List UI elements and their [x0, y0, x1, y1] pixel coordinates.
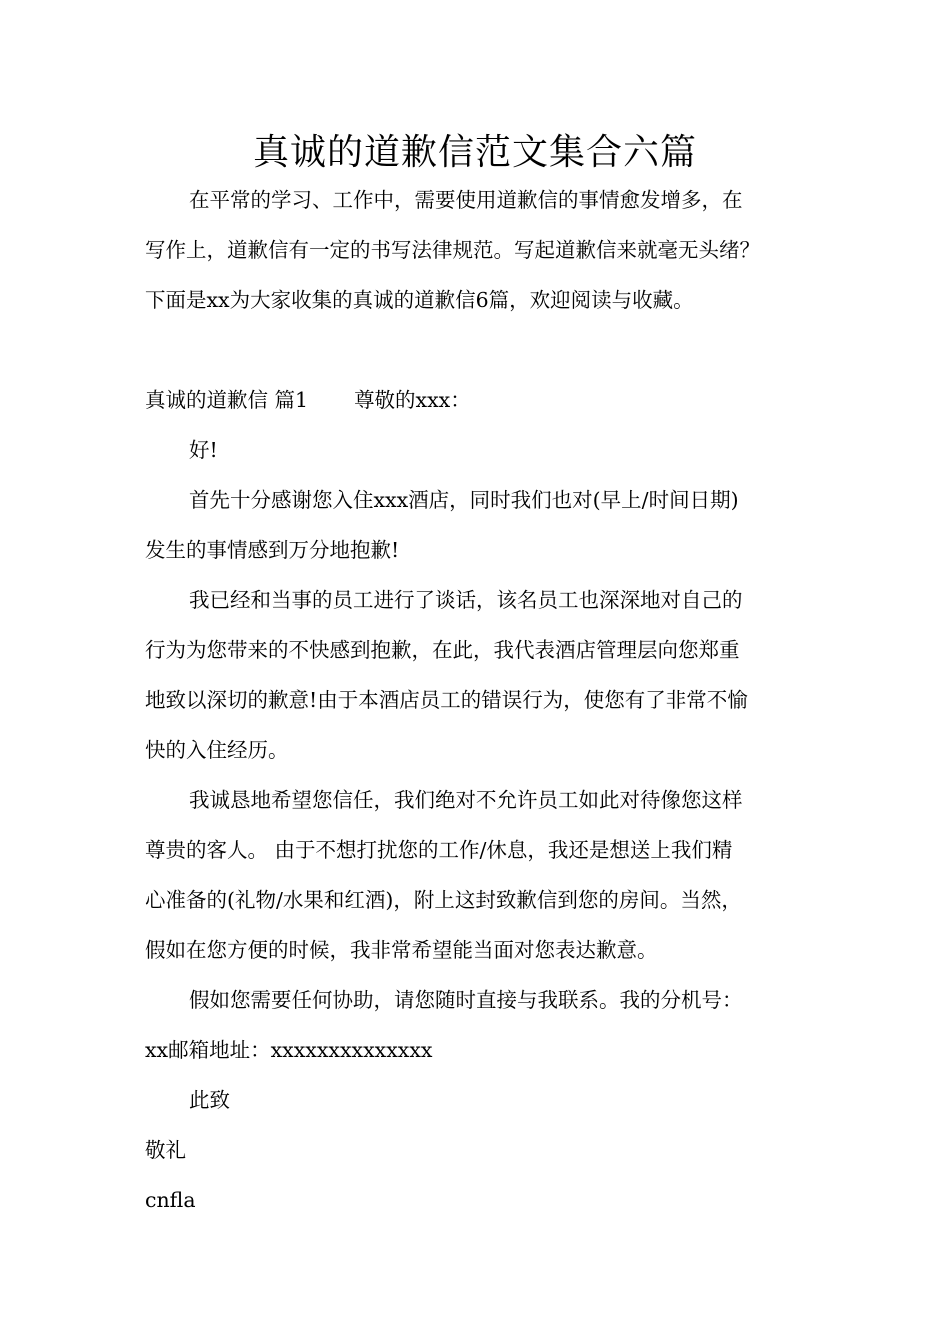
section-heading: 真诚的道歉信 篇1 [145, 388, 309, 412]
paragraph-4-line-2: xx邮箱地址：xxxxxxxxxxxxxx [145, 1038, 433, 1062]
paragraph-1-line-2: 发生的事情感到万分地抱歉! [145, 538, 400, 562]
paragraph-3-line-2: 尊贵的客人。 由于不想打扰您的工作/休息，我还是想送上我们精 [145, 838, 733, 862]
closing-line-1: 此致 [189, 1088, 230, 1112]
paragraph-4-line-1: 假如您需要任何协助，请您随时直接与我联系。我的分机号： [189, 988, 743, 1012]
paragraph-3-line-3: 心准备的(礼物/水果和红酒)，附上这封致歉信到您的房间。当然， [145, 888, 742, 912]
paragraph-3-line-4: 假如在您方便的时候，我非常希望能当面对您表达歉意。 [145, 938, 658, 962]
closing-line-2: 敬礼 [145, 1138, 186, 1162]
paragraph-2-line-3: 地致以深切的歉意!由于本酒店员工的错误行为，使您有了非常不愉 [145, 688, 748, 712]
document-title: 真诚的道歉信范文集合六篇 [252, 132, 697, 173]
paragraph-2-line-4: 快的入住经历。 [145, 738, 289, 762]
signature: cnfla [145, 1188, 196, 1212]
paragraph-2-line-2: 行为为您带来的不快感到抱歉，在此，我代表酒店管理层向您郑重 [145, 638, 740, 662]
intro-line-2: 写作上，道歉信有一定的书写法律规范。写起道歉信来就毫无头绪？ [145, 238, 760, 262]
greeting: 好! [189, 438, 218, 462]
section-heading-row [145, 386, 825, 414]
intro-line-3: 下面是xx为大家收集的真诚的道歉信6篇，欢迎阅读与收藏。 [145, 288, 694, 312]
intro-line-1: 在平常的学习、工作中，需要使用道歉信的事情愈发增多，在 [189, 188, 743, 212]
paragraph-1-line-1: 首先十分感谢您入住xxx酒店，同时我们也对(早上/时间日期) [189, 488, 739, 512]
paragraph-3-line-1: 我诚恳地希望您信任，我们绝对不允许员工如此对待像您这样 [189, 788, 743, 812]
paragraph-2-line-1: 我已经和当事的员工进行了谈话，该名员工也深深地对自己的 [189, 588, 743, 612]
salutation: 尊敬的xxx： [354, 388, 471, 412]
